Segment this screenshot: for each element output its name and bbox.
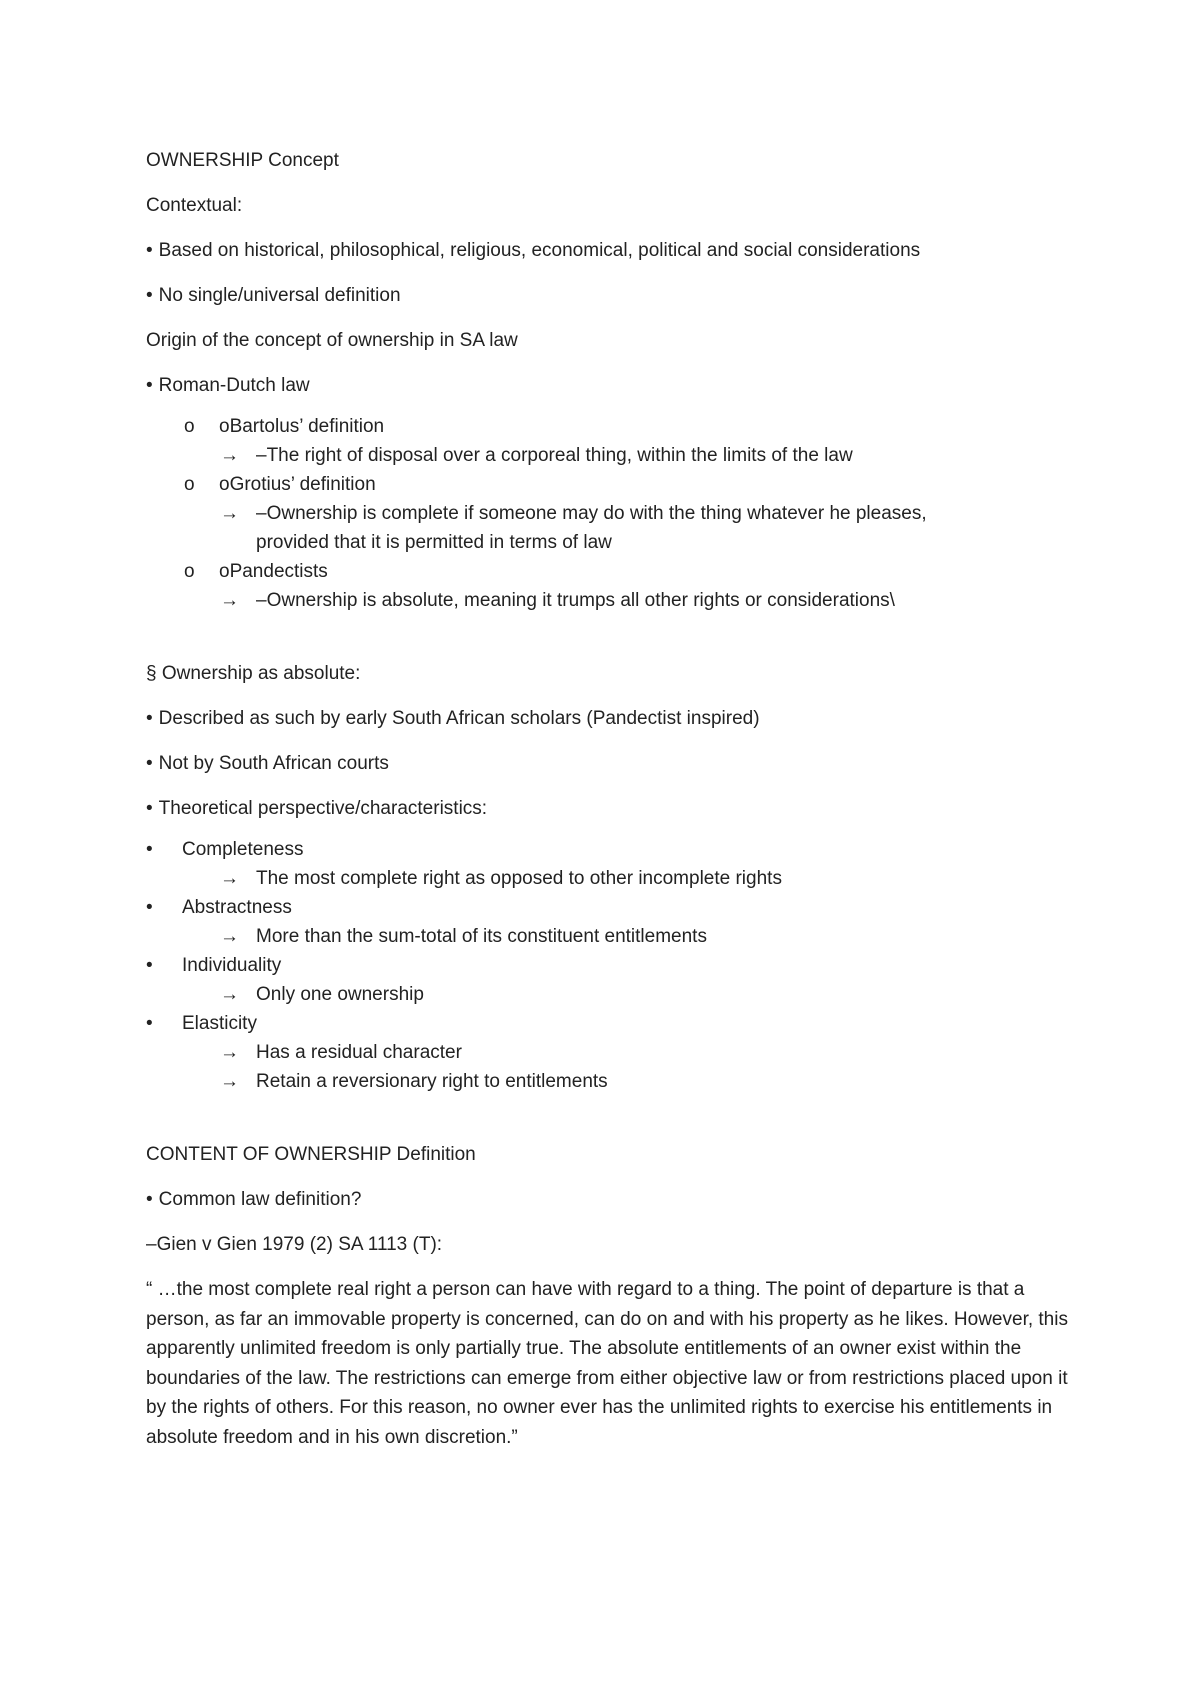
characteristic-label: Individuality (182, 955, 282, 976)
arrow-point-text: Has a residual character (256, 1042, 462, 1063)
absolute-bullet: • Described as such by early South African scholars (Pandectist inspired) (146, 704, 1076, 733)
arrow-point-text: –Ownership is complete if someone may do with the thing whatever he pleases, (256, 503, 927, 524)
arrow-right-icon: → (220, 868, 239, 889)
arrow-right-icon: → (220, 445, 239, 466)
characteristic-label: Abstractness (182, 897, 292, 918)
arrow-point (146, 864, 1076, 893)
arrow-right-icon: → (220, 503, 239, 524)
spacer (146, 1096, 1076, 1140)
contextual-heading: Contextual: (146, 195, 243, 216)
spacer (146, 615, 1076, 659)
arrow-point (146, 1038, 1076, 1067)
absolute-bullet: • Theoretical perspective/characteristics: (146, 794, 1076, 823)
arrow-point (146, 441, 1076, 470)
arrow-point-text: –Ownership is absolute, meaning it trumps all other rights or considerations\ (256, 590, 895, 611)
bullet-icon: • (146, 955, 153, 976)
sublist-item-label: oGrotius’ definition (219, 474, 376, 495)
arrow-right-icon: → (220, 984, 239, 1005)
sublist-item-label: oBartolus’ definition (219, 416, 385, 437)
bullet-icon: • (146, 897, 153, 918)
circle-bullet-icon: o (184, 474, 195, 495)
characteristic-label: Elasticity (182, 1013, 257, 1034)
arrow-point (146, 980, 1076, 1009)
bullet-icon: • (146, 1013, 153, 1034)
arrow-right-icon: → (220, 1042, 239, 1063)
contextual-bullet: • No single/universal definition (146, 281, 1076, 310)
circle-bullet-icon: o (184, 561, 195, 582)
characteristic-abstractness (146, 893, 1076, 922)
content-bullet: • Common law definition? (146, 1185, 1076, 1214)
arrow-point (146, 586, 1076, 615)
characteristics-list (146, 835, 1076, 1096)
case-quote: “ …the most complete real right a person can have with regard to a thing. The point of departure is that a person, as far an immovable property is concerned, can do on and with his property as he likes. However, this apparently unlimited freedom is only partially true. The absolute entitlements of an owner exist within the boundaries of the law. The restrictions can emerge from either objective law or from restrictions placed upon it by the rights of others. For this reason, no owner ever has the unlimited rights to exercise his entitlements in absolute freedom and in his own discretion.” (146, 1279, 1068, 1448)
sublist-item-label: oPandectists (219, 561, 328, 582)
origin-sublist (146, 412, 1076, 615)
characteristic-completeness (146, 835, 1076, 864)
arrow-right-icon: → (220, 590, 239, 611)
arrow-point (146, 1067, 1076, 1096)
origin-bullet: • Roman-Dutch law (146, 371, 1076, 400)
circle-bullet-icon: o (184, 416, 195, 437)
arrow-point-text: The most complete right as opposed to other incomplete rights (256, 868, 782, 889)
arrow-point-text: –The right of disposal over a corporeal thing, within the limits of the law (256, 445, 853, 466)
origin-heading: Origin of the concept of ownership in SA law (146, 330, 518, 351)
content-heading: CONTENT OF OWNERSHIP Definition (146, 1144, 476, 1165)
arrow-point (146, 499, 1076, 528)
sublist-item-pandectists (146, 557, 1076, 586)
arrow-point-continuation: provided that it is permitted in terms of law (256, 532, 612, 553)
arrow-point-text: Only one ownership (256, 984, 424, 1005)
characteristic-label: Completeness (182, 839, 304, 860)
characteristic-elasticity (146, 1009, 1076, 1038)
arrow-point (146, 922, 1076, 951)
bullet-icon: • (146, 839, 153, 860)
sublist-item-grotius (146, 470, 1076, 499)
document-body (146, 146, 1076, 1452)
arrow-right-icon: → (220, 926, 239, 947)
arrow-point-text: More than the sum-total of its constituent entitlements (256, 926, 707, 947)
arrow-right-icon: → (220, 1071, 239, 1092)
contextual-bullet: • Based on historical, philosophical, religious, economical, political and social considerations (146, 236, 1076, 265)
characteristic-individuality (146, 951, 1076, 980)
absolute-bullet: • Not by South African courts (146, 749, 1076, 778)
arrow-point-text: Retain a reversionary right to entitlements (256, 1071, 608, 1092)
document-title: OWNERSHIP Concept (146, 150, 339, 171)
absolute-heading: § Ownership as absolute: (146, 663, 361, 684)
case-citation: –Gien v Gien 1979 (2) SA 1113 (T): (146, 1234, 443, 1255)
sublist-item-bartolus (146, 412, 1076, 441)
